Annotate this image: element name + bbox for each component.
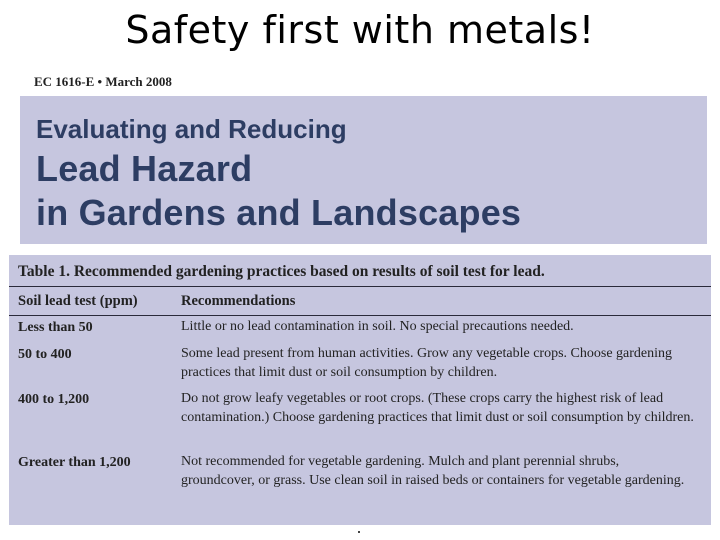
publication-title-line1: Evaluating and Reducing	[36, 114, 347, 144]
row-soil-test: 50 to 400	[18, 347, 72, 362]
column-header-recommendations: Recommendations	[181, 293, 296, 309]
table-title: Table 1. Recommended gardening practices based on results of soil test for lead.	[18, 263, 545, 280]
row-soil-test: Less than 50	[18, 320, 93, 335]
row-recommendation: Some lead present from human activities. Grow any vegetable crops. Choose gardening practices that limit dust or soil consumption by children.	[181, 346, 673, 380]
row-recommendation: Do not grow leafy vegetables or root crops. (These crops carry the highest risk of lead contamination.) Choose gardening practices that limit dust or soil consumption by children.	[181, 391, 694, 425]
row-recommendation: Not recommended for vegetable gardening. Mulch and plant perennial shrubs, groundcover, or grass. Use clean soil in raised beds or containers for vegetable gardening.	[181, 454, 685, 488]
footer-dot	[358, 531, 360, 533]
row-recommendation: Little or no lead contamination in soil. No special precautions needed.	[181, 319, 574, 334]
publication-banner	[20, 96, 707, 244]
table-rule-top	[9, 286, 711, 287]
slide-title: Safety first with metals!	[125, 8, 595, 52]
publication-title-line2: Lead Hazard	[36, 148, 253, 189]
publication-title-line3: in Gardens and Landscapes	[36, 192, 522, 233]
column-header-soil-test: Soil lead test (ppm)	[18, 293, 138, 309]
row-soil-test: 400 to 1,200	[18, 392, 90, 407]
row-soil-test: Greater than 1,200	[18, 455, 131, 470]
table-rule-header	[9, 315, 711, 316]
recommendations-table	[9, 255, 711, 525]
publication-code: EC 1616-E • March 2008	[34, 74, 172, 89]
